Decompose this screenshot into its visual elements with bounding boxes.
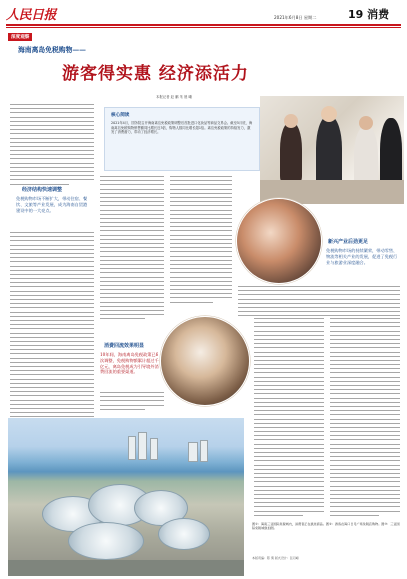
- headline: 游客得实惠 经济添活力: [62, 64, 249, 84]
- text-column-1a: [10, 104, 94, 188]
- byline: 本报记者 赵 鹏 朱 晨 曦: [156, 95, 192, 99]
- core-read-box: [104, 107, 260, 171]
- masthead-rule-thin: [6, 27, 401, 28]
- photo-circle-shopping: [236, 198, 322, 284]
- issue-date: 2021年6月8日 星期二: [274, 15, 317, 20]
- text-column-2b: [100, 392, 164, 413]
- text-column-right-lower-b: [330, 318, 400, 519]
- core-read-title: 核心阅读: [111, 113, 130, 118]
- text-column-2: [100, 176, 164, 323]
- page-credit: 本版责编：陈 隽 版式设计：张丹峰: [252, 556, 299, 560]
- text-column-right-lower-a: [254, 318, 324, 519]
- page-number: 19 消费: [348, 8, 390, 21]
- kicker: 海南离岛免税购物——: [18, 46, 86, 54]
- text-column-right-upper: [238, 286, 400, 320]
- photo-aerial-duty-free-city: [8, 418, 244, 576]
- text-column-3: [170, 176, 232, 306]
- text-column-1b: [10, 232, 94, 433]
- core-read-body: 2021年4月，国务院召开海南离岛免税政策调整后首批进口化妆品等商品交易会。截至5月底，海南离岛免税购物销售额同比增长近3倍，购物人数同比增长超1倍。离岛免税政策的持续发力，激发了消费潜力，带动了经济增长。: [111, 121, 253, 135]
- lead-3: 10年间，海南离岛免税政策已6次调整，免税购物额累计超过千亿元，离岛免税成为引导境外消费回流的重要渠道。: [100, 352, 159, 375]
- photo-shoppers: [260, 96, 404, 204]
- masthead-rule: [6, 24, 401, 26]
- section-tag: 深度观察: [8, 33, 32, 41]
- lead-1: 免税购物市场不断扩大，带动住宿、餐饮、文旅等产业发展，成为海南自贸港建设中的一大亮点。: [16, 196, 88, 213]
- photo-circle-store: [160, 316, 250, 406]
- subhead-3: 消费回流效果明显: [104, 343, 145, 349]
- masthead: [6, 4, 401, 26]
- subhead-2: 新兴产业后劲更足: [328, 239, 369, 245]
- subhead-1: 经济结构快速调整: [22, 187, 63, 193]
- lead-2: 免税购物市场的持续繁荣，带动零售、物流等相关产业的发展，促进了免税行业与旅游业深度融合。: [326, 248, 398, 265]
- photo-caption: 图①：海南三亚国际免税城内，消费者正在挑选商品。图②：游客在海口日月广场免税店购物。图③：三亚国际免税城航拍图。: [252, 522, 400, 531]
- newspaper-logo: 人民日报: [6, 8, 57, 23]
